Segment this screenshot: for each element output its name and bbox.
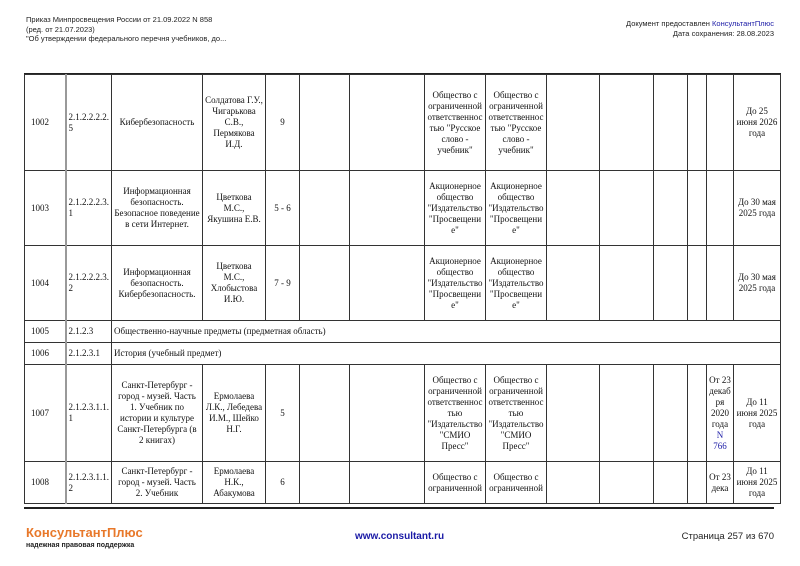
empty-cell <box>547 462 600 504</box>
grade: 5 <box>266 365 300 462</box>
empty-cell <box>547 365 600 462</box>
empty-cell <box>654 171 688 246</box>
order-date: От 23 дека <box>709 471 731 493</box>
empty-cell <box>300 246 350 321</box>
empty-cell <box>654 365 688 462</box>
row-code: 2.1.2.2.2.2.5 <box>66 75 112 171</box>
doc-title-line: Приказ Минпросвещения России от 21.09.2022 N 858 <box>26 15 213 24</box>
usage-deadline: До 11 июня 2025 года <box>734 365 781 462</box>
usage-deadline: До 25 июня 2026 года <box>734 75 781 171</box>
order-reference <box>707 75 734 171</box>
table-bottom-rule <box>24 507 774 509</box>
order-reference <box>707 365 734 462</box>
provided-by-label: Документ предоставлен <box>626 19 713 28</box>
order-reference <box>707 171 734 246</box>
empty-cell <box>600 171 654 246</box>
table-row <box>25 246 781 321</box>
textbook-authors: Цветкова М.С., Хлобыстова И.Ю. <box>203 246 266 321</box>
empty-cell <box>547 246 600 321</box>
empty-cell <box>600 462 654 504</box>
textbook-title: Кибербезопасность <box>112 75 203 171</box>
empty-cell <box>300 462 350 504</box>
empty-cell <box>600 246 654 321</box>
row-number: 1002 <box>25 75 66 171</box>
publisher-rights-holder: Общество с ограниченной ответственностью "Русское слово - учебник" <box>486 75 547 171</box>
empty-cell <box>600 365 654 462</box>
grade: 5 - 6 <box>266 171 300 246</box>
grade: 6 <box>266 462 300 504</box>
empty-cell <box>688 365 707 462</box>
row-number: 1005 <box>25 321 66 343</box>
empty-cell <box>547 75 600 171</box>
consultant-logo: КонсультантПлюс <box>26 525 143 540</box>
publisher: Общество с ограниченной ответственностью "Издательство "СМИО Пресс" <box>425 365 486 462</box>
empty-cell <box>654 462 688 504</box>
empty-cell <box>547 171 600 246</box>
empty-cell <box>600 75 654 171</box>
publisher-rights-holder: Общество с ограниченной <box>486 462 547 504</box>
table-row <box>25 75 781 171</box>
empty-cell <box>350 462 425 504</box>
row-number: 1003 <box>25 171 66 246</box>
doc-title-line: "Об утверждении федерального перечня учебников, до... <box>26 34 227 43</box>
document-title <box>26 15 226 44</box>
website-link[interactable]: www.consultant.ru <box>355 531 445 542</box>
publisher-rights-holder: Акционерное общество "Издательство "Просвещение" <box>486 171 547 246</box>
publisher: Акционерное общество "Издательство "Просвещение" <box>425 246 486 321</box>
table-row <box>25 365 781 462</box>
empty-cell <box>688 462 707 504</box>
usage-deadline: До 30 мая 2025 года <box>734 171 781 246</box>
saved-date: Дата сохранения: 28.08.2023 <box>672 29 774 38</box>
row-code: 2.1.2.2.2.3.1 <box>66 171 112 246</box>
empty-cell <box>654 246 688 321</box>
textbook-title: Санкт-Петербург - город - музей. Часть 2. Учебник <box>112 462 203 504</box>
textbook-authors: Ермолаева Н.К., Абакумова <box>203 462 266 504</box>
section-title: Общественно-научные предметы (предметная область) <box>112 321 781 343</box>
table-row <box>25 462 781 504</box>
publisher-rights-holder: Акционерное общество "Издательство "Просвещение" <box>486 246 547 321</box>
row-code: 2.1.2.3 <box>66 321 112 343</box>
empty-cell <box>300 171 350 246</box>
empty-cell <box>350 246 425 321</box>
row-number: 1008 <box>25 462 66 504</box>
order-reference <box>707 462 734 504</box>
empty-cell <box>300 75 350 171</box>
empty-cell <box>688 75 707 171</box>
empty-cell <box>654 75 688 171</box>
page-counter: Страница 257 из 670 <box>681 531 774 542</box>
order-reference <box>707 246 734 321</box>
section-row <box>25 321 781 343</box>
publisher: Акционерное общество "Издательство "Просвещение" <box>425 171 486 246</box>
textbook-title: Санкт-Петербург - город - музей. Часть 1. Учебник по истории и культуре Санкт-Петербурга (в 2 книгах) <box>112 365 203 462</box>
document-provider <box>626 19 774 39</box>
row-code: 2.1.2.3.1 <box>66 343 112 365</box>
row-number: 1006 <box>25 343 66 365</box>
usage-deadline: До 11 июня 2025 года <box>734 462 781 504</box>
provider-link[interactable]: КонсультантПлюс <box>712 19 774 28</box>
textbook-authors: Ермолаева Л.К., Лебедева И.М., Шейко Н.Г. <box>203 365 266 462</box>
section-row <box>25 343 781 365</box>
usage-deadline: До 30 мая 2025 года <box>734 246 781 321</box>
empty-cell <box>350 365 425 462</box>
textbook-title: Информационная безопасность. Кибербезопасность. <box>112 246 203 321</box>
order-link[interactable]: N 766 <box>713 429 727 451</box>
row-number: 1004 <box>25 246 66 321</box>
row-code: 2.1.2.3.1.1.2 <box>66 462 112 504</box>
row-code: 2.1.2.2.2.3.2 <box>66 246 112 321</box>
empty-cell <box>300 365 350 462</box>
order-date: От 23 декабря 2020 года <box>709 374 731 429</box>
empty-cell <box>688 246 707 321</box>
grade: 9 <box>266 75 300 171</box>
publisher: Общество с ограниченной ответственностью "Русское слово - учебник" <box>425 75 486 171</box>
textbook-table <box>24 74 781 504</box>
empty-cell <box>350 171 425 246</box>
publisher: Общество с ограниченной <box>425 462 486 504</box>
logo-tagline: надежная правовая поддержка <box>26 542 135 549</box>
row-number: 1007 <box>25 365 66 462</box>
row-code: 2.1.2.3.1.1.1 <box>66 365 112 462</box>
doc-title-line: (ред. от 21.07.2023) <box>26 24 95 34</box>
textbook-title: Информационная безопасность. Безопасное поведение в сети Интернет. <box>112 171 203 246</box>
grade: 7 - 9 <box>266 246 300 321</box>
empty-cell <box>350 75 425 171</box>
textbook-authors: Солдатова Г.У., Чигарькова С.В., Пермякова И.Д. <box>203 75 266 171</box>
empty-cell <box>688 171 707 246</box>
publisher-rights-holder: Общество с ограниченной ответственностью "Издательство "СМИО Пресс" <box>486 365 547 462</box>
table-row <box>25 171 781 246</box>
textbook-authors: Цветкова М.С., Якушина Е.В. <box>203 171 266 246</box>
section-title: История (учебный предмет) <box>112 343 781 365</box>
